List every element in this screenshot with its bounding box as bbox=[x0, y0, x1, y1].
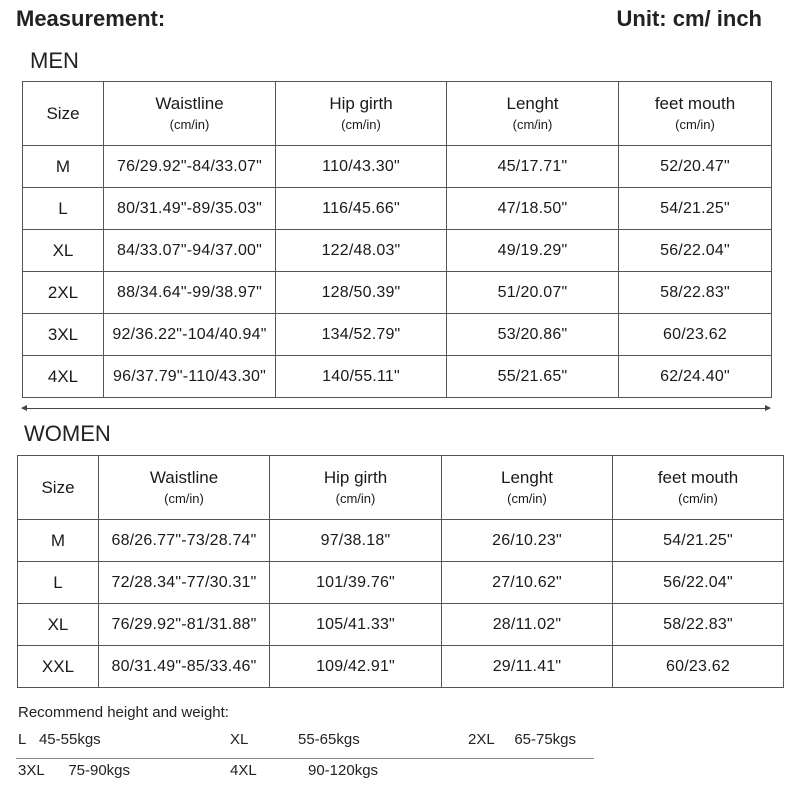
men-value-cell: 116/45.66" bbox=[276, 188, 447, 230]
recommend-size: 4XL bbox=[230, 762, 257, 779]
women-value-cell: 68/26.77"-73/28.74" bbox=[99, 520, 270, 562]
recommend-size: XL bbox=[230, 731, 249, 748]
men-size-table bbox=[22, 81, 772, 398]
recommend-size: 3XL bbox=[18, 762, 45, 779]
men-value-cell: 134/52.79" bbox=[276, 314, 447, 356]
women-value-cell: 80/31.49"-85/33.46" bbox=[99, 646, 270, 688]
men-value-cell: 140/55.11" bbox=[276, 356, 447, 398]
women-size-cell: XL bbox=[18, 604, 99, 646]
women-size-cell: L bbox=[18, 562, 99, 604]
men-col-feet-mouth: feet mouth (cm/in) bbox=[619, 82, 772, 146]
men-value-cell: 54/21.25" bbox=[619, 188, 772, 230]
women-col-size: Size bbox=[18, 456, 99, 520]
men-col-size: Size bbox=[23, 82, 104, 146]
men-value-cell: 47/18.50" bbox=[447, 188, 619, 230]
recommend-item-2xl bbox=[468, 731, 576, 748]
men-value-cell: 110/43.30" bbox=[276, 146, 447, 188]
recommend-weight: 45-55kgs bbox=[38, 731, 101, 748]
women-value-cell: 72/28.34"-77/30.31" bbox=[99, 562, 270, 604]
women-header-row bbox=[18, 456, 784, 520]
men-value-cell: 55/21.65" bbox=[447, 356, 619, 398]
women-size-cell: XXL bbox=[18, 646, 99, 688]
men-value-cell: 122/48.03" bbox=[276, 230, 447, 272]
women-value-cell: 56/22.04" bbox=[613, 562, 784, 604]
women-col-hip-girth: Hip girth (cm/in) bbox=[270, 456, 442, 520]
men-table-row bbox=[23, 188, 772, 230]
women-value-cell: 29/11.41" bbox=[442, 646, 613, 688]
men-table-row bbox=[23, 356, 772, 398]
women-size-table bbox=[17, 455, 784, 688]
men-value-cell: 62/24.40" bbox=[619, 356, 772, 398]
men-value-cell: 84/33.07"-94/37.00" bbox=[104, 230, 276, 272]
unit-label: Unit: cm/ inch bbox=[616, 6, 762, 31]
men-col-hip-girth: Hip girth (cm/in) bbox=[276, 82, 447, 146]
men-value-cell: 88/34.64"-99/38.97" bbox=[104, 272, 276, 314]
men-value-cell: 92/36.22"-104/40.94" bbox=[104, 314, 276, 356]
women-value-cell: 105/41.33" bbox=[270, 604, 442, 646]
women-table-row bbox=[18, 646, 784, 688]
men-size-cell: L bbox=[23, 188, 104, 230]
arrow-left-icon bbox=[21, 405, 27, 411]
arrow-right-icon bbox=[765, 405, 771, 411]
women-table-body bbox=[18, 520, 784, 688]
recommend-item-l bbox=[18, 731, 101, 748]
recommend-item-xl bbox=[230, 731, 360, 748]
men-value-cell: 58/22.83" bbox=[619, 272, 772, 314]
women-value-cell: 60/23.62 bbox=[613, 646, 784, 688]
women-col-length: Lenght (cm/in) bbox=[442, 456, 613, 520]
women-col-waistline: Waistline (cm/in) bbox=[99, 456, 270, 520]
women-table-row bbox=[18, 520, 784, 562]
men-table-row bbox=[23, 272, 772, 314]
men-table-body bbox=[23, 146, 772, 398]
women-value-cell: 27/10.62" bbox=[442, 562, 613, 604]
men-value-cell: 80/31.49"-89/35.03" bbox=[104, 188, 276, 230]
women-value-cell: 26/10.23" bbox=[442, 520, 613, 562]
women-value-cell: 58/22.83" bbox=[613, 604, 784, 646]
recommend-weight: 65-75kgs bbox=[514, 731, 577, 748]
men-col-waistline: Waistline (cm/in) bbox=[104, 82, 276, 146]
measurement-title: Measurement: bbox=[16, 6, 166, 31]
women-value-cell: 76/29.92"-81/31.88" bbox=[99, 604, 270, 646]
recommend-weight: 55-65kgs bbox=[298, 731, 360, 748]
women-table-row bbox=[18, 604, 784, 646]
men-table-row bbox=[23, 314, 772, 356]
men-size-cell: 3XL bbox=[23, 314, 104, 356]
recommend-underline bbox=[16, 758, 594, 759]
women-section-title: WOMEN bbox=[24, 421, 111, 446]
men-value-cell: 56/22.04" bbox=[619, 230, 772, 272]
recommend-size: L bbox=[18, 731, 26, 748]
recommend-item-3xl bbox=[18, 762, 130, 779]
men-section-title: MEN bbox=[30, 48, 79, 73]
women-value-cell: 54/21.25" bbox=[613, 520, 784, 562]
recommend-title: Recommend height and weight: bbox=[18, 704, 229, 721]
men-size-cell: 2XL bbox=[23, 272, 104, 314]
men-value-cell: 49/19.29" bbox=[447, 230, 619, 272]
men-size-cell: M bbox=[23, 146, 104, 188]
women-value-cell: 101/39.76" bbox=[270, 562, 442, 604]
men-value-cell: 45/17.71" bbox=[447, 146, 619, 188]
men-value-cell: 96/37.79"-110/43.30" bbox=[104, 356, 276, 398]
recommend-item-4xl bbox=[230, 762, 379, 779]
men-header-row bbox=[23, 82, 772, 146]
men-size-cell: 4XL bbox=[23, 356, 104, 398]
recommend-size: 2XL bbox=[468, 731, 495, 748]
men-value-cell: 76/29.92"-84/33.07" bbox=[104, 146, 276, 188]
men-size-cell: XL bbox=[23, 230, 104, 272]
recommend-weight: 90-120kgs bbox=[308, 762, 379, 779]
men-value-cell: 128/50.39" bbox=[276, 272, 447, 314]
men-value-cell: 53/20.86" bbox=[447, 314, 619, 356]
women-col-feet-mouth: feet mouth (cm/in) bbox=[613, 456, 784, 520]
women-size-cell: M bbox=[18, 520, 99, 562]
women-value-cell: 97/38.18" bbox=[270, 520, 442, 562]
women-value-cell: 28/11.02" bbox=[442, 604, 613, 646]
men-value-cell: 52/20.47" bbox=[619, 146, 772, 188]
women-table-row bbox=[18, 562, 784, 604]
recommend-weight: 75-90kgs bbox=[68, 762, 131, 779]
men-table-row bbox=[23, 230, 772, 272]
women-value-cell: 109/42.91" bbox=[270, 646, 442, 688]
men-table-row bbox=[23, 146, 772, 188]
men-value-cell: 51/20.07" bbox=[447, 272, 619, 314]
men-value-cell: 60/23.62 bbox=[619, 314, 772, 356]
section-divider bbox=[22, 408, 770, 409]
men-col-length: Lenght (cm/in) bbox=[447, 82, 619, 146]
